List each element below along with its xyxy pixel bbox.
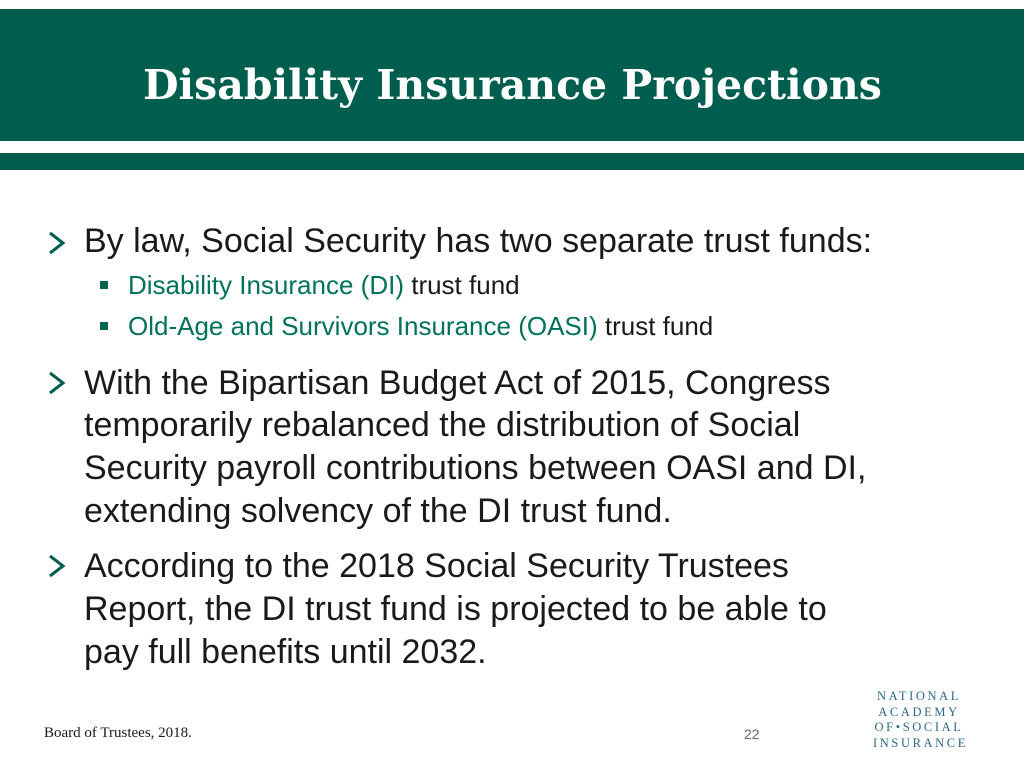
page-title: Disability Insurance Projections <box>143 61 882 109</box>
sub-item-oasi-text <box>128 309 713 343</box>
di-fund-name: Disability Insurance (DI) <box>128 270 404 300</box>
bullet-2-line-3: Security payroll contributions between OASI and DI, <box>84 449 867 487</box>
logo-line-3: OF•SOCIAL <box>874 720 964 734</box>
bullet-3-line-2: Report, the DI trust fund is projected to be able to <box>84 590 827 628</box>
square-bullet-icon <box>100 281 108 289</box>
logo-line-2: ACADEMY <box>878 704 960 719</box>
page-number: 22 <box>744 726 760 742</box>
sub-item-di-text <box>128 268 520 302</box>
sub-item-oasi <box>0 309 1024 345</box>
title-underline-stripe <box>0 153 1024 170</box>
logo-line-4: INSURANCE <box>873 735 968 750</box>
di-fund-suffix: trust fund <box>411 270 520 300</box>
square-bullet-icon <box>100 322 108 330</box>
oasi-fund-suffix: trust fund <box>604 311 714 341</box>
bullet-1-text: By law, Social Security has two separate trust funds: <box>84 222 873 260</box>
bullet-3-line-3: pay full benefits until 2032. <box>84 633 487 671</box>
nasi-logo <box>873 689 968 753</box>
bullet-2-line-4: extending solvency of the DI trust fund. <box>84 492 672 530</box>
arrowhead-bullet-icon <box>44 230 70 256</box>
sub-item-di <box>0 268 1024 304</box>
bullet-2-line-1: With the Bipartisan Budget Act of 2015, Congress <box>84 364 831 402</box>
source-citation: Board of Trustees, 2018. <box>44 725 192 741</box>
title-bar <box>0 9 1024 141</box>
bullet-3-line-1: According to the 2018 Social Security Trustees <box>84 547 789 585</box>
arrowhead-bullet-icon <box>44 553 70 579</box>
oasi-fund-name: Old-Age and Survivors Insurance (OASI) <box>128 311 598 341</box>
bullet-2-line-2: temporarily rebalanced the distribution of Social <box>84 406 801 444</box>
logo-line-1: NATIONAL <box>877 689 961 703</box>
arrowhead-bullet-icon <box>44 370 70 396</box>
